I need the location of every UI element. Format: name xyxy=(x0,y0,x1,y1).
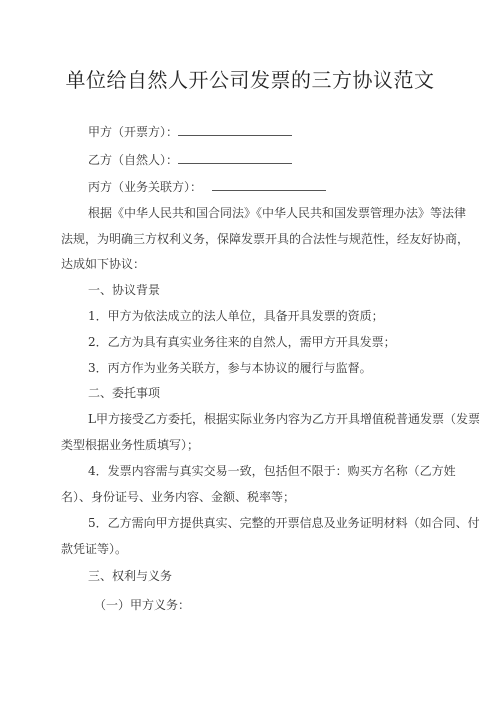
party-c-line xyxy=(88,179,326,195)
party-b-line xyxy=(88,152,292,168)
intro-line-1: 根据《中华人民共和国合同法》《中华人民共和国发票管理办法》等法律 xyxy=(88,206,467,220)
item-6-line-2: 款凭证等）。 xyxy=(61,542,128,556)
party-a-blank xyxy=(178,124,292,136)
document-title: 单位给自然人开公司发票的三方协议范文 xyxy=(65,68,435,92)
item-2: 2．乙方为具有真实业务往来的自然人，需甲方开具发票； xyxy=(88,335,396,349)
section-3-heading: 三、权利与义务 xyxy=(88,569,173,583)
party-a-line xyxy=(88,124,292,140)
item-4-line-2: 类型根据业务性质填写）； xyxy=(61,438,200,452)
item-6-line-1: 5．乙方需向甲方提供真实、完整的开票信息及业务证明材料（如合同、付 xyxy=(88,516,480,530)
item-5-line-2: 名）、身份证号、业务内容、金额、税率等； xyxy=(61,490,296,504)
subsection-1-heading: （一）甲方义务： xyxy=(94,598,191,612)
party-b-blank xyxy=(178,152,292,164)
item-4-line-1: L甲方接受乙方委托，根据实际业务内容为乙方开具增值税普通发票（发票 xyxy=(88,412,480,426)
section-1-heading: 一、协议背景 xyxy=(88,283,161,297)
item-1: 1．甲方为依法成立的法人单位，具备开具发票的资质； xyxy=(88,309,384,323)
item-5-line-1: 4．发票内容需与真实交易一致，包括但不限于：购买方名称（乙方姓 xyxy=(88,464,456,478)
intro-line-3: 达成如下协议： xyxy=(61,257,146,271)
section-2-heading: 二、委托事项 xyxy=(88,386,161,400)
party-a-label: 甲方（开票方）： xyxy=(88,125,179,139)
intro-line-2: 法规，为明确三方权利义务，保障发票开具的合法性与规范性，经友好协商， xyxy=(61,232,470,246)
party-b-label: 乙方（自然人）： xyxy=(88,153,179,167)
item-3: 3．丙方作为业务关联方，参与本协议的履行与监督。 xyxy=(88,361,372,375)
party-c-label: 丙方（业务关联方）： xyxy=(88,180,203,194)
party-c-blank xyxy=(212,179,326,191)
